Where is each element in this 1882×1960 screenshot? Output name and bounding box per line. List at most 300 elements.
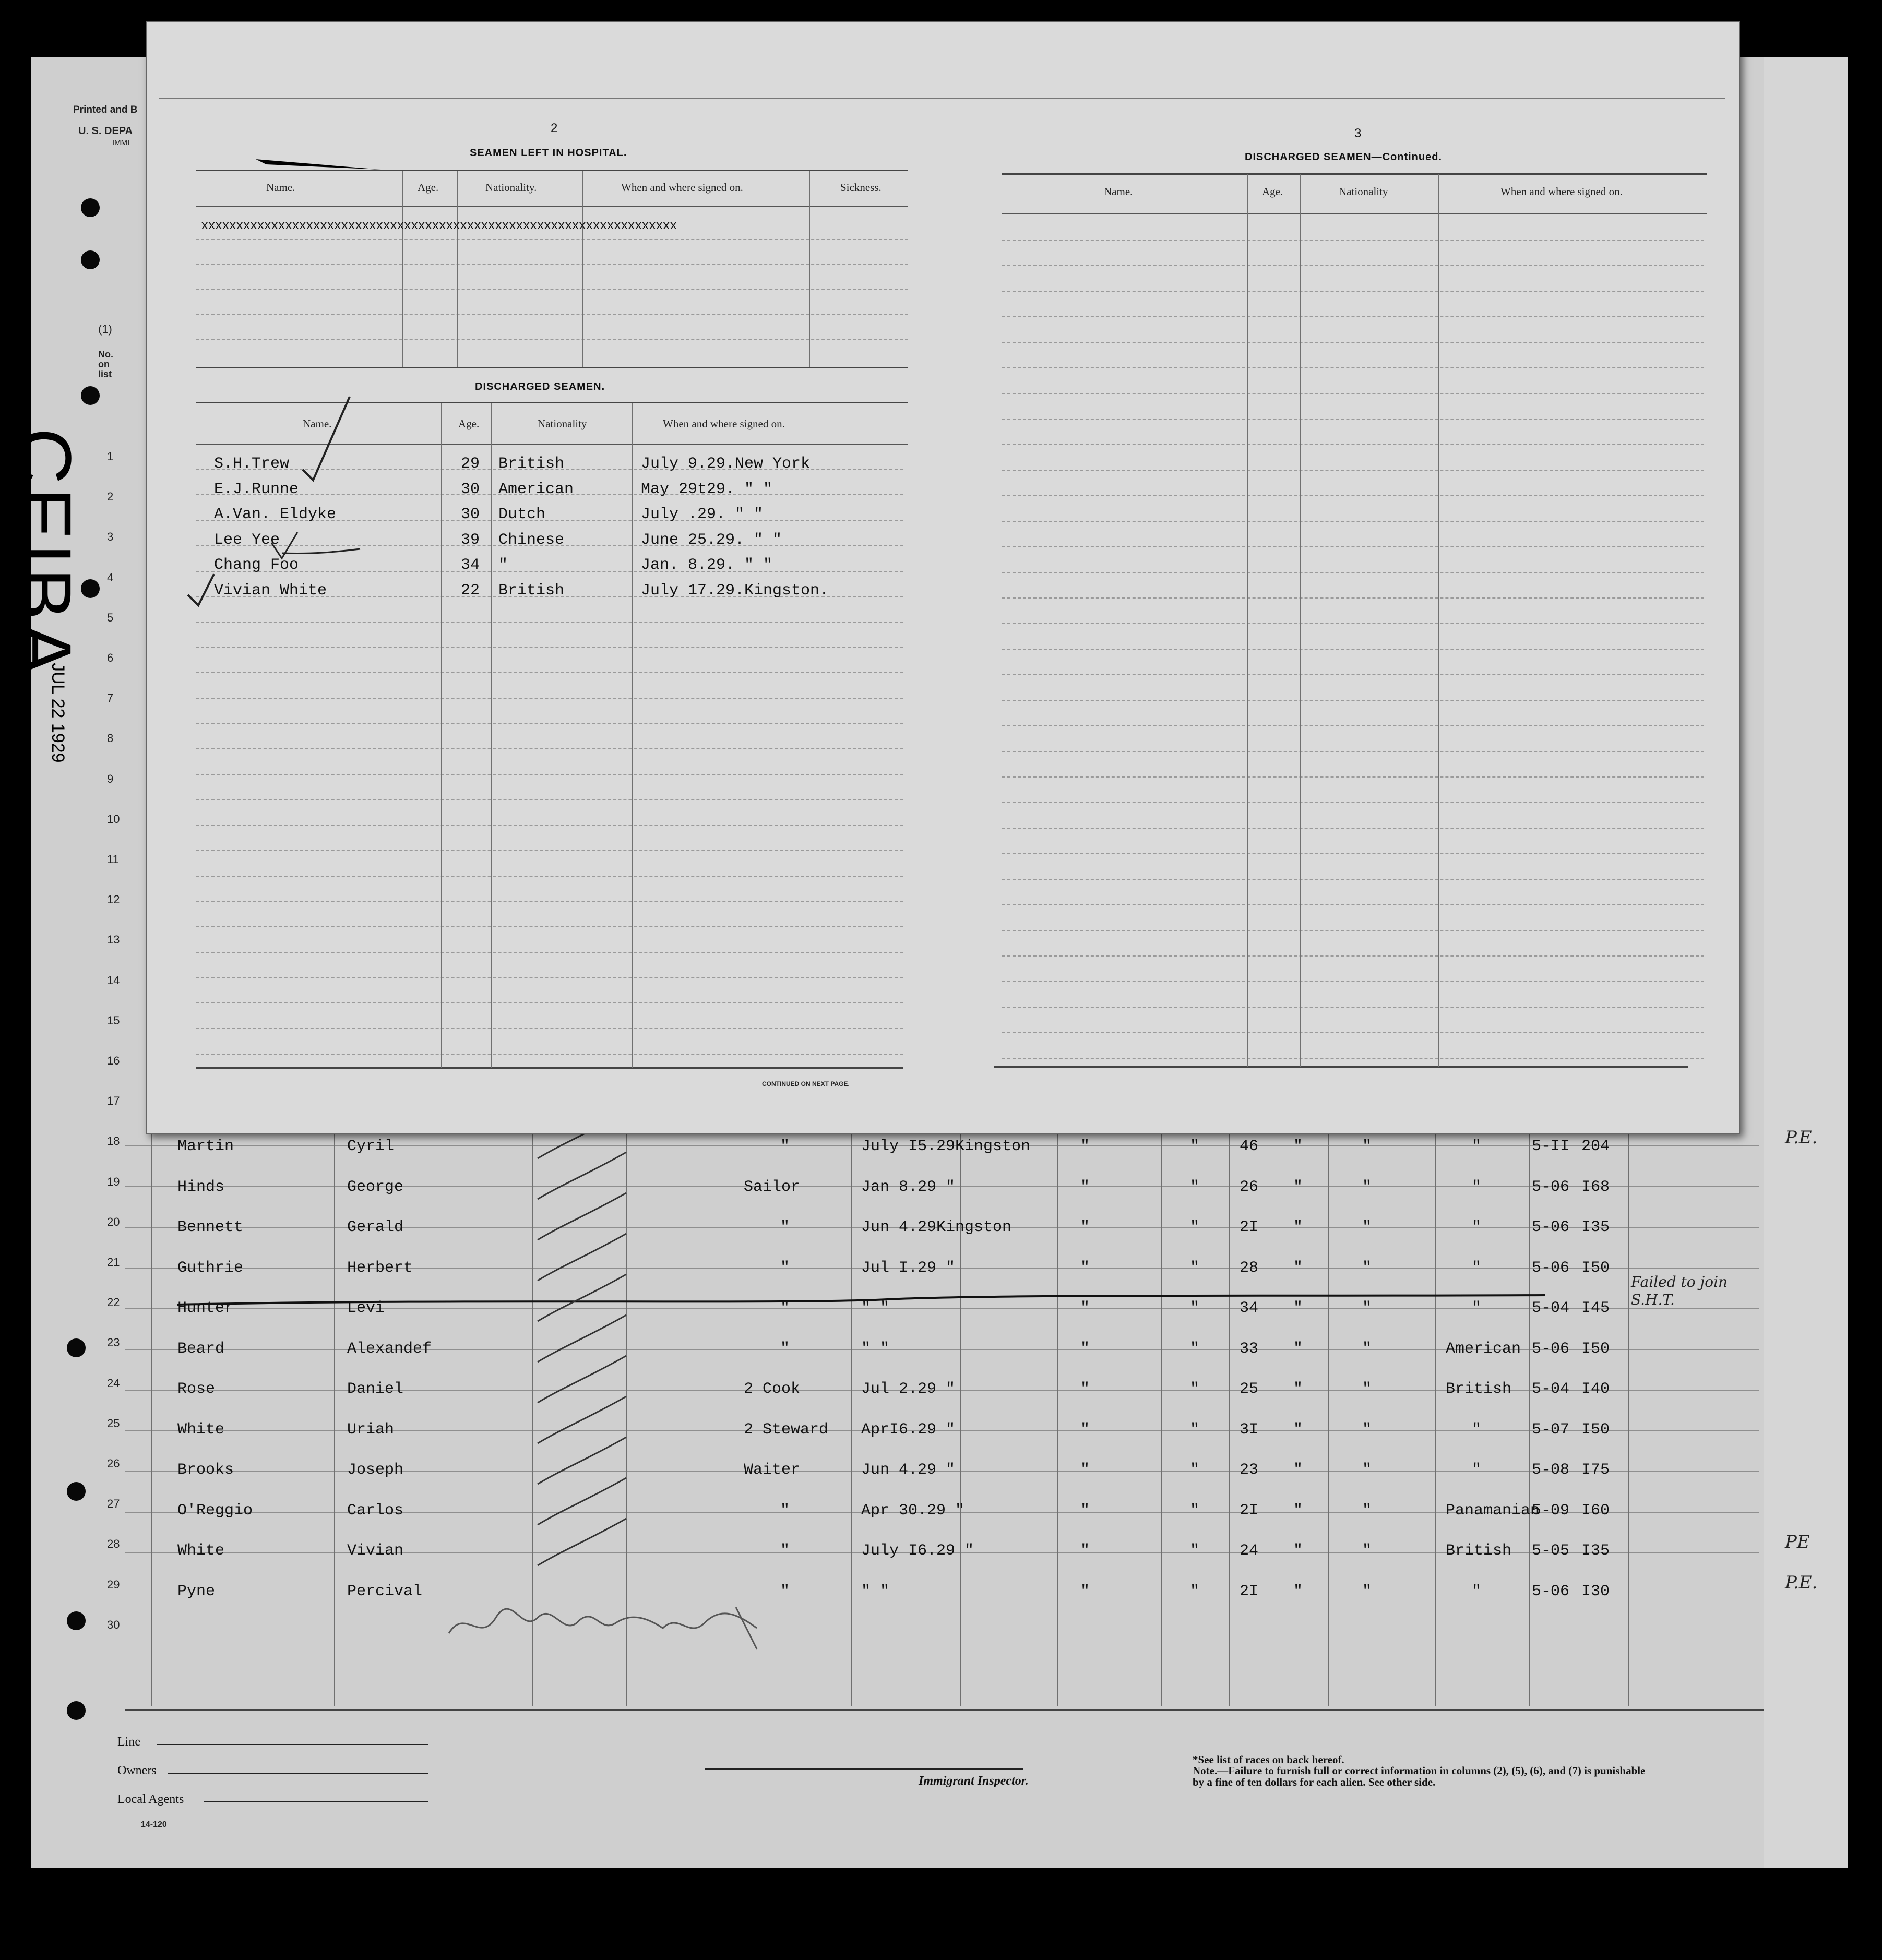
ruled-line (1002, 904, 1704, 905)
ruled-line (196, 698, 903, 699)
ruled-line (1002, 572, 1704, 573)
ruled-line (1002, 367, 1704, 368)
discharged-age: 34 (461, 556, 480, 574)
row-weight: I60 (1581, 1502, 1610, 1520)
table-bottom-rule (994, 1066, 1688, 1068)
ruled-line (1002, 853, 1704, 854)
right-column-header: Nationality (1339, 185, 1388, 198)
row-number: 29 (107, 1578, 120, 1591)
row-height: 5-06 (1532, 1259, 1570, 1277)
column-divider (402, 171, 403, 367)
ruled-line (1002, 751, 1704, 752)
right-page-number: 3 (1354, 126, 1362, 140)
table-bottom-rule (196, 1067, 903, 1069)
check-mark (538, 1396, 626, 1443)
row-nat: " (1472, 1461, 1482, 1479)
row-position: " (780, 1138, 790, 1155)
row-surname: White (177, 1421, 225, 1439)
column-divider (1438, 174, 1439, 1067)
row-weight: I30 (1581, 1583, 1610, 1600)
row-signed: Jan 8.29 " (861, 1178, 956, 1196)
row-weight: I35 (1581, 1218, 1610, 1236)
row-c1: " (1080, 1583, 1090, 1600)
row-signed: " " (861, 1299, 890, 1317)
ruled-line (1002, 291, 1704, 292)
row-given: Uriah (347, 1421, 395, 1439)
row-weight: I35 (1581, 1542, 1610, 1560)
check-mark (538, 1193, 626, 1240)
row-c4: " (1362, 1461, 1372, 1479)
row-height: 5-06 (1532, 1340, 1570, 1358)
row-surname: O'Reggio (177, 1502, 253, 1520)
row-c1: " (1080, 1299, 1090, 1317)
inspector-label: Immigrant Inspector. (919, 1774, 1029, 1788)
ship-name-stamp: CEIBA (0, 428, 88, 679)
hospital-title: SEAMEN LEFT IN HOSPITAL. (470, 147, 627, 159)
ruled-line (196, 825, 903, 826)
row-number: 10 (107, 812, 120, 826)
strike-through-line (157, 1284, 1566, 1315)
right-page-title: DISCHARGED SEAMEN—Continued. (1245, 151, 1442, 163)
check-mark (538, 1519, 626, 1565)
local-agents-field (204, 1801, 428, 1802)
punch-hole (67, 1611, 86, 1630)
owners-label: Owners (117, 1764, 157, 1777)
row-number: 27 (107, 1497, 120, 1510)
punch-hole (67, 1701, 86, 1720)
row-number: 13 (107, 933, 120, 946)
row-c2: " (1190, 1502, 1200, 1520)
row-c4: " (1362, 1583, 1372, 1600)
row-position: 2 Steward (744, 1421, 829, 1439)
ruled-line (1002, 955, 1704, 957)
discharged-title: DISCHARGED SEAMEN. (475, 381, 605, 392)
row-surname: Brooks (177, 1461, 234, 1479)
row-c2: " (1190, 1583, 1200, 1600)
ruled-line (196, 774, 903, 775)
ruled-line (1002, 521, 1704, 522)
ruled-line (1002, 981, 1704, 982)
row-nat: " (1472, 1259, 1482, 1277)
row-number: 19 (107, 1175, 120, 1188)
discharged-signed-on: Jan. 8.29. " " (641, 556, 773, 574)
row-c3: " (1293, 1299, 1303, 1317)
hospital-column-header: When and where signed on. (621, 181, 743, 194)
column-divider (960, 1112, 961, 1706)
row-remark: P.E. (1785, 1127, 1818, 1148)
check-mark (538, 1274, 626, 1321)
row-given: Carlos (347, 1502, 404, 1520)
row-c3: " (1293, 1218, 1303, 1236)
discharged-nationality: Dutch (498, 506, 546, 523)
row-c1: " (1080, 1542, 1090, 1560)
row-surname: Hinds (177, 1178, 225, 1196)
date-stamp: JUL 22 1929 (48, 663, 68, 763)
ruled-line (1002, 725, 1704, 726)
row-remark: PE (1785, 1532, 1810, 1552)
column-divider (334, 1112, 335, 1706)
row-number: 9 (107, 772, 114, 785)
check-mark (538, 1152, 626, 1199)
row-c3: " (1293, 1502, 1303, 1520)
right-column-header: When and where signed on. (1500, 185, 1623, 198)
row-c3: " (1293, 1583, 1303, 1600)
row-signed: Apr 30.29 " (861, 1502, 965, 1520)
discharged-age: 30 (461, 506, 480, 523)
punch-hole (81, 250, 100, 269)
ruled-line (196, 876, 903, 877)
row-c4: " (1362, 1178, 1372, 1196)
row-age: 33 (1240, 1340, 1259, 1358)
row-given: Herbert (347, 1259, 413, 1277)
row-c2: " (1190, 1218, 1200, 1236)
row-number: 2 (107, 490, 114, 503)
row-surname: White (177, 1542, 225, 1560)
ruled-line (1002, 1032, 1704, 1033)
row-surname: Bennett (177, 1218, 244, 1236)
row-number: 23 (107, 1336, 120, 1349)
row-age: 26 (1240, 1178, 1259, 1196)
row-signed: Jun 4.29 " (861, 1461, 956, 1479)
discharged-name: Vivian White (214, 582, 327, 600)
row-height: 5-09 (1532, 1502, 1570, 1520)
printed-by: Printed and B (73, 104, 138, 115)
row-c4: " (1362, 1502, 1372, 1520)
table-top-rule (1002, 173, 1707, 175)
right-column-header: Name. (1104, 185, 1133, 198)
row-c4: " (1362, 1380, 1372, 1398)
row-c4: " (1362, 1259, 1372, 1277)
row-signed: July I5.29Kingston (861, 1138, 1031, 1155)
ruled-line (1002, 879, 1704, 880)
row-given: Joseph (347, 1461, 404, 1479)
row-number: 4 (107, 571, 114, 584)
discharged-nationality: " (498, 556, 508, 574)
ruled-line (1002, 776, 1704, 778)
row-number: 28 (107, 1537, 120, 1550)
row-surname: Pyne (177, 1583, 216, 1600)
column-divider (1247, 174, 1248, 1067)
races-note: *See list of races on back hereof. (1193, 1753, 1344, 1766)
row-height: 5-06 (1532, 1178, 1570, 1196)
row-age: 46 (1240, 1138, 1259, 1155)
row-age: 28 (1240, 1259, 1259, 1277)
discharged-nationality: British (498, 455, 565, 473)
discharged-name: A.Van. Eldyke (214, 506, 337, 523)
punch-hole (67, 1338, 86, 1357)
row-signed: AprI6.29 " (861, 1421, 956, 1439)
row-weight: I50 (1581, 1259, 1610, 1277)
row-c1: " (1080, 1421, 1090, 1439)
row-number: 14 (107, 974, 120, 987)
row-signed: Jul 2.29 " (861, 1380, 956, 1398)
ruled-line (196, 748, 903, 749)
table-header-rule (196, 206, 908, 207)
row-age: 34 (1240, 1299, 1259, 1317)
discharged-signed-on: July 9.29.New York (641, 455, 811, 473)
ruled-line (196, 1054, 903, 1055)
ruled-line (1002, 649, 1704, 650)
row-c3: " (1293, 1421, 1303, 1439)
row-nat: American (1446, 1340, 1521, 1358)
ruled-line (196, 926, 903, 927)
row-nat: " (1472, 1218, 1482, 1236)
ruled-line (1002, 470, 1704, 471)
department-label: U. S. DEPA (78, 125, 133, 137)
ruled-line (1002, 419, 1704, 420)
column-divider (151, 1112, 152, 1706)
punch-hole (81, 198, 100, 217)
row-given: Gerald (347, 1218, 404, 1236)
ruled-line (1002, 495, 1704, 496)
discharged-age: 29 (461, 455, 480, 473)
ruled-line (1002, 342, 1704, 343)
row-signed: " " (861, 1583, 890, 1600)
column-divider (1529, 1112, 1530, 1706)
row-number: 24 (107, 1377, 120, 1390)
row-c3: " (1293, 1461, 1303, 1479)
row-weight: I50 (1581, 1421, 1610, 1439)
ruled-line (196, 1028, 903, 1029)
line-label: Line (117, 1735, 140, 1749)
hospital-crossed-entry: xxxxxxxxxxxxxxxxxxxxxxxxxxxxxxxxxxxxxxxxxxxxxxxxxxxxxxxxxxxxxxxxxxxx (201, 219, 677, 233)
row-c4: " (1362, 1542, 1372, 1560)
row-nat: British (1446, 1380, 1512, 1398)
check-mark (538, 1315, 626, 1362)
row-signed: " " (861, 1340, 890, 1358)
row-c2: " (1190, 1178, 1200, 1196)
row-age: 2I (1240, 1218, 1259, 1236)
discharged-column-header: Age. (458, 417, 480, 430)
ruled-line (196, 264, 908, 265)
row-number: 26 (107, 1457, 120, 1470)
check-mark (538, 1478, 626, 1525)
row-c1: " (1080, 1461, 1090, 1479)
row-c3: " (1293, 1138, 1303, 1155)
row-position: Waiter (744, 1461, 801, 1479)
row-weight: I40 (1581, 1380, 1610, 1398)
under-check-marks (522, 1122, 658, 1644)
row-given: Levi (347, 1299, 385, 1317)
discharged-signed-on: May 29t29. " " (641, 481, 773, 498)
ruled-line (1002, 930, 1704, 931)
row-c2: " (1190, 1421, 1200, 1439)
discharged-column-header: When and where signed on. (663, 417, 785, 430)
discharged-nationality: Chinese (498, 531, 565, 549)
row-c2: " (1190, 1299, 1200, 1317)
ruled-line (196, 339, 908, 340)
discharged-nationality: British (498, 582, 565, 600)
row-position: " (780, 1340, 790, 1358)
discharged-signed-on: June 25.29. " " (641, 531, 782, 549)
row-number: 20 (107, 1215, 120, 1228)
row-c4: " (1362, 1299, 1372, 1317)
row-given: George (347, 1178, 404, 1196)
row-number: 21 (107, 1256, 120, 1269)
row-c2: " (1190, 1138, 1200, 1155)
left-page-number: 2 (551, 121, 558, 135)
fine-note: Note.—Failure to furnish full or correct information in columns (2), (5), (6), and (7) is punishable by a fine of ten dollars for each alien. See other side. (1193, 1764, 1646, 1788)
row-signed: Jun 4.29Kingston (861, 1218, 1012, 1236)
line-field (157, 1744, 428, 1745)
row-number: 16 (107, 1054, 120, 1067)
ruled-line (196, 977, 903, 978)
row-number: 30 (107, 1618, 120, 1631)
row-age: 24 (1240, 1542, 1259, 1560)
column-divider (632, 403, 633, 1068)
hospital-column-header: Nationality. (485, 181, 537, 194)
column-divider (1628, 1112, 1629, 1706)
hospital-column-header: Sickness. (840, 181, 882, 194)
ruled-line (196, 647, 903, 648)
row-number: 5 (107, 611, 114, 624)
row-weight: 204 (1581, 1138, 1610, 1155)
column-divider (851, 1112, 852, 1706)
row-c1: " (1080, 1178, 1090, 1196)
ruled-line (1002, 393, 1704, 394)
row-c1: " (1080, 1218, 1090, 1236)
row-nat: " (1472, 1299, 1482, 1317)
row-weight: I50 (1581, 1340, 1610, 1358)
row-given: Alexandef (347, 1340, 432, 1358)
row-c2: " (1190, 1461, 1200, 1479)
discharged-signed-on: July 17.29.Kingston. (641, 582, 829, 600)
ruled-line (1002, 802, 1704, 803)
row-given: Percival (347, 1583, 423, 1600)
ruled-line (196, 799, 903, 800)
row-surname: Beard (177, 1340, 225, 1358)
row-c4: " (1362, 1340, 1372, 1358)
row-nat: Panamanian (1446, 1502, 1540, 1520)
discharged-name: S.H.Trew (214, 455, 290, 473)
punch-hole (67, 1482, 86, 1501)
row-c4: " (1362, 1218, 1372, 1236)
row-weight: I75 (1581, 1461, 1610, 1479)
ruled-line (196, 239, 908, 240)
row-weight: I68 (1581, 1178, 1610, 1196)
table-bottom-rule (196, 367, 908, 368)
row-number: 3 (107, 530, 114, 543)
row-age: 3I (1240, 1421, 1259, 1439)
column-divider (1161, 1112, 1162, 1706)
ruled-line (196, 622, 903, 623)
row-height: 5-II (1532, 1138, 1570, 1155)
column-divider (1300, 174, 1301, 1067)
ruled-line (196, 723, 903, 724)
row-number: 8 (107, 732, 114, 745)
column-divider (1435, 1112, 1436, 1706)
discharged-name: E.J.Runne (214, 481, 299, 498)
inspector-field (705, 1768, 1023, 1770)
row-height: 5-07 (1532, 1421, 1570, 1439)
row-number: 15 (107, 1014, 120, 1027)
column-divider (809, 171, 810, 367)
row-age: 23 (1240, 1461, 1259, 1479)
row-surname: Hunter (177, 1299, 234, 1317)
ruled-line (196, 901, 903, 902)
row-signed: Jul I.29 " (861, 1259, 956, 1277)
row-position: " (780, 1259, 790, 1277)
ruled-line (196, 672, 903, 673)
local-agents-label: Local Agents (117, 1792, 184, 1806)
column-divider (582, 171, 583, 367)
row-surname: Rose (177, 1380, 216, 1398)
discharged-age: 22 (461, 582, 480, 600)
row-age: 25 (1240, 1380, 1259, 1398)
row-nat: " (1472, 1178, 1482, 1196)
row-c2: " (1190, 1340, 1200, 1358)
discharged-signed-on: July .29. " " (641, 506, 764, 523)
ruled-line (1002, 674, 1704, 675)
column-divider (441, 403, 442, 1068)
row-position: Sailor (744, 1178, 801, 1196)
row-height: 5-05 (1532, 1542, 1570, 1560)
ruled-line (196, 289, 908, 290)
row-c1: " (1080, 1380, 1090, 1398)
row-number: 1 (107, 450, 114, 463)
discharged-column-header: Name. (303, 417, 332, 430)
row-c4: " (1362, 1138, 1372, 1155)
ruled-line (196, 952, 903, 953)
row-c3: " (1293, 1259, 1303, 1277)
discharged-age: 39 (461, 531, 480, 549)
ruled-line (196, 850, 903, 851)
column-divider (1057, 1112, 1058, 1706)
row-c2: " (1190, 1380, 1200, 1398)
row-nat: " (1472, 1421, 1482, 1439)
discharged-age: 30 (461, 481, 480, 498)
row-age: 2I (1240, 1502, 1259, 1520)
row-c3: " (1293, 1542, 1303, 1560)
ruled-line (196, 1002, 903, 1003)
row-c1: " (1080, 1340, 1090, 1358)
punch-hole (81, 386, 100, 405)
row-c3: " (1293, 1178, 1303, 1196)
row-height: 5-08 (1532, 1461, 1570, 1479)
ruled-line (1002, 444, 1704, 445)
hospital-column-header: Name. (266, 181, 295, 194)
row-number: 6 (107, 651, 114, 664)
hospital-column-header: Age. (418, 181, 439, 194)
row-height: 5-06 (1532, 1218, 1570, 1236)
row-position: " (780, 1542, 790, 1560)
row-c4: " (1362, 1421, 1372, 1439)
row-position: " (780, 1218, 790, 1236)
no-on-list-label: No. on list (98, 349, 113, 379)
ruled-line (1002, 1007, 1704, 1008)
row-age: 2I (1240, 1583, 1259, 1600)
row-position: " (780, 1299, 790, 1317)
row-height: 5-04 (1532, 1380, 1570, 1398)
row-c3: " (1293, 1380, 1303, 1398)
row-surname: Martin (177, 1138, 234, 1155)
owners-field (168, 1773, 428, 1774)
discharged-nationality: American (498, 481, 574, 498)
check-mark (538, 1234, 626, 1281)
ruled-line (1002, 265, 1704, 266)
discharged-column-header: Nationality (538, 417, 587, 430)
check-mark (538, 1437, 626, 1484)
row-given: Daniel (347, 1380, 404, 1398)
row-position: " (780, 1583, 790, 1600)
discharged-name: Lee Yee (214, 531, 280, 549)
row-remark: P.E. (1785, 1572, 1818, 1593)
continued-label: CONTINUED ON NEXT PAGE. (762, 1080, 850, 1087)
column-divider (491, 403, 492, 1068)
row-height: 5-04 (1532, 1299, 1570, 1317)
row-c1: " (1080, 1502, 1090, 1520)
row-c2: " (1190, 1542, 1200, 1560)
